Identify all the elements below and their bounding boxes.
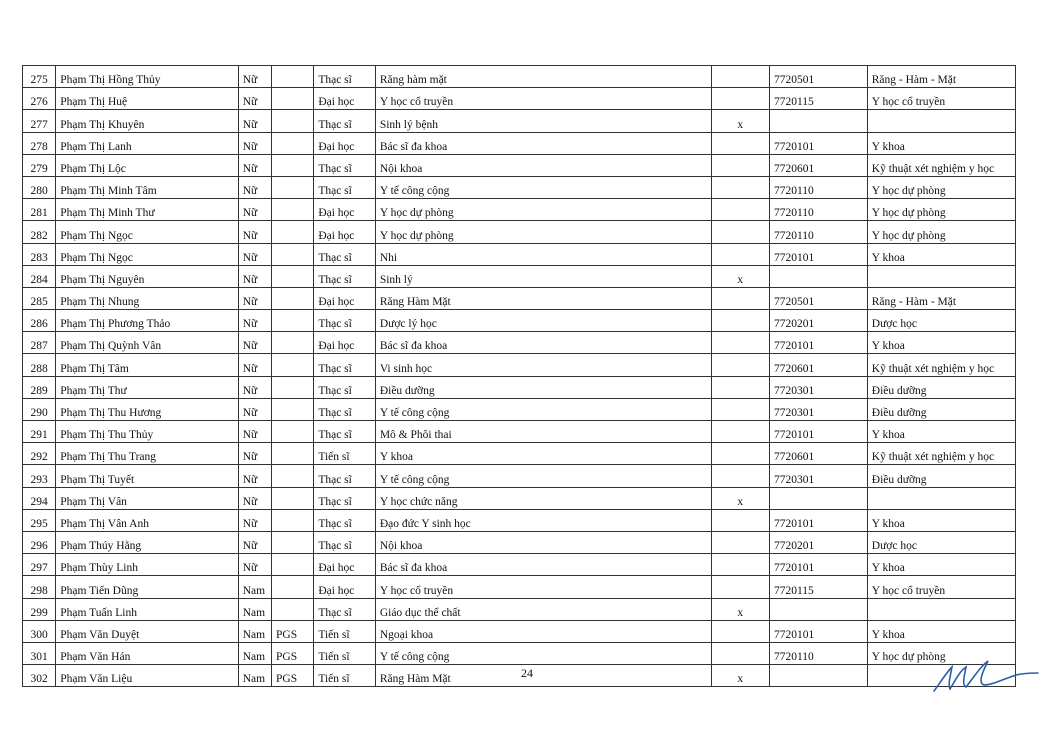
degree-cell: Đại học: [314, 221, 375, 243]
specialization-cell: Răng Hàm Mặt: [375, 287, 711, 309]
program-code-cell: 7720501: [769, 287, 867, 309]
degree-cell: Thạc sĩ: [314, 110, 375, 132]
mark-cell: [711, 310, 769, 332]
mark-cell: [711, 132, 769, 154]
gender-cell: Nam: [238, 665, 271, 687]
program-name-cell: Y khoa: [867, 243, 1015, 265]
degree-cell: Đại học: [314, 88, 375, 110]
program-name-cell: Y khoa: [867, 332, 1015, 354]
mark-cell: [711, 531, 769, 553]
full-name-cell: Phạm Văn Liệu: [56, 665, 238, 687]
row-index-cell: 284: [23, 265, 56, 287]
degree-cell: Đại học: [314, 199, 375, 221]
full-name-cell: Phạm Thị Thu Trang: [56, 443, 238, 465]
specialization-cell: Y học dự phòng: [375, 199, 711, 221]
full-name-cell: Phạm Thị Khuyên: [56, 110, 238, 132]
row-index-cell: 275: [23, 66, 56, 88]
mark-cell: [711, 88, 769, 110]
full-name-cell: Phạm Văn Duyệt: [56, 620, 238, 642]
program-code-cell: 7720110: [769, 176, 867, 198]
full-name-cell: Phạm Thị Nhung: [56, 287, 238, 309]
full-name-cell: Phạm Thị Ngọc: [56, 243, 238, 265]
full-name-cell: Phạm Thị Minh Thư: [56, 199, 238, 221]
program-code-cell: 7720101: [769, 243, 867, 265]
table-row: [23, 576, 1016, 598]
academic-title-cell: [272, 199, 314, 221]
specialization-cell: Y tế công cộng: [375, 642, 711, 664]
mark-cell: [711, 154, 769, 176]
mark-cell: [711, 642, 769, 664]
specialization-cell: Điều dưỡng: [375, 376, 711, 398]
row-index-cell: 281: [23, 199, 56, 221]
program-code-cell: [769, 265, 867, 287]
table-row: [23, 66, 1016, 88]
specialization-cell: Nội khoa: [375, 531, 711, 553]
mark-cell: x: [711, 487, 769, 509]
row-index-cell: 292: [23, 443, 56, 465]
full-name-cell: Phạm Tiến Dũng: [56, 576, 238, 598]
gender-cell: Nữ: [238, 66, 271, 88]
table-row: [23, 487, 1016, 509]
row-index-cell: 299: [23, 598, 56, 620]
program-code-cell: 7720101: [769, 620, 867, 642]
program-code-cell: [769, 487, 867, 509]
mark-cell: [711, 243, 769, 265]
mark-cell: [711, 398, 769, 420]
table-row: [23, 376, 1016, 398]
academic-title-cell: [272, 132, 314, 154]
mark-cell: [711, 221, 769, 243]
program-name-cell: [867, 265, 1015, 287]
program-name-cell: Răng - Hàm - Mặt: [867, 287, 1015, 309]
gender-cell: Nam: [238, 642, 271, 664]
mark-cell: [711, 443, 769, 465]
program-code-cell: 7720201: [769, 531, 867, 553]
academic-title-cell: [272, 398, 314, 420]
academic-title-cell: [272, 110, 314, 132]
full-name-cell: Phạm Thị Quỳnh Vân: [56, 332, 238, 354]
table-row: [23, 88, 1016, 110]
program-name-cell: [867, 110, 1015, 132]
row-index-cell: 276: [23, 88, 56, 110]
gender-cell: Nữ: [238, 310, 271, 332]
mark-cell: x: [711, 665, 769, 687]
specialization-cell: Y học cổ truyền: [375, 576, 711, 598]
gender-cell: Nữ: [238, 465, 271, 487]
academic-title-cell: [272, 576, 314, 598]
gender-cell: Nữ: [238, 487, 271, 509]
gender-cell: Nữ: [238, 243, 271, 265]
full-name-cell: Phạm Thị Thu Thủy: [56, 421, 238, 443]
specialization-cell: Sinh lý bệnh: [375, 110, 711, 132]
academic-title-cell: [272, 154, 314, 176]
specialization-cell: Giáo dục thể chất: [375, 598, 711, 620]
row-index-cell: 278: [23, 132, 56, 154]
gender-cell: Nữ: [238, 221, 271, 243]
full-name-cell: Phạm Thị Tuyết: [56, 465, 238, 487]
mark-cell: [711, 509, 769, 531]
table-row: [23, 310, 1016, 332]
table-row: [23, 598, 1016, 620]
academic-title-cell: PGS: [272, 665, 314, 687]
degree-cell: Đại học: [314, 554, 375, 576]
degree-cell: Thạc sĩ: [314, 487, 375, 509]
full-name-cell: Phạm Thị Thu Hương: [56, 398, 238, 420]
degree-cell: Đại học: [314, 576, 375, 598]
row-index-cell: 294: [23, 487, 56, 509]
specialization-cell: Vi sinh học: [375, 354, 711, 376]
program-name-cell: Điều dưỡng: [867, 376, 1015, 398]
row-index-cell: 286: [23, 310, 56, 332]
mark-cell: x: [711, 598, 769, 620]
row-index-cell: 296: [23, 531, 56, 553]
table-row: [23, 176, 1016, 198]
table-row: [23, 243, 1016, 265]
specialization-cell: Ngoại khoa: [375, 620, 711, 642]
program-name-cell: [867, 487, 1015, 509]
gender-cell: Nữ: [238, 265, 271, 287]
row-index-cell: 301: [23, 642, 56, 664]
program-code-cell: 7720101: [769, 509, 867, 531]
degree-cell: Thạc sĩ: [314, 154, 375, 176]
row-index-cell: 280: [23, 176, 56, 198]
mark-cell: x: [711, 110, 769, 132]
gender-cell: Nữ: [238, 531, 271, 553]
academic-title-cell: [272, 531, 314, 553]
degree-cell: Thạc sĩ: [314, 243, 375, 265]
program-code-cell: [769, 598, 867, 620]
full-name-cell: Phạm Thị Hồng Thủy: [56, 66, 238, 88]
table-row: [23, 221, 1016, 243]
specialization-cell: Đạo đức Y sinh học: [375, 509, 711, 531]
full-name-cell: Phạm Thúy Hằng: [56, 531, 238, 553]
academic-title-cell: [272, 287, 314, 309]
mark-cell: [711, 354, 769, 376]
program-name-cell: Điều dưỡng: [867, 398, 1015, 420]
academic-title-cell: PGS: [272, 642, 314, 664]
gender-cell: Nữ: [238, 287, 271, 309]
program-code-cell: 7720601: [769, 443, 867, 465]
row-index-cell: 287: [23, 332, 56, 354]
degree-cell: Thạc sĩ: [314, 531, 375, 553]
full-name-cell: Phạm Thùy Linh: [56, 554, 238, 576]
degree-cell: Tiến sĩ: [314, 620, 375, 642]
academic-title-cell: [272, 509, 314, 531]
degree-cell: Thạc sĩ: [314, 421, 375, 443]
program-name-cell: Điều dưỡng: [867, 465, 1015, 487]
program-name-cell: Y học cổ truyền: [867, 88, 1015, 110]
program-code-cell: 7720110: [769, 199, 867, 221]
row-index-cell: 290: [23, 398, 56, 420]
program-code-cell: 7720501: [769, 66, 867, 88]
academic-title-cell: [272, 421, 314, 443]
table-row: [23, 421, 1016, 443]
academic-title-cell: [272, 598, 314, 620]
mark-cell: [711, 465, 769, 487]
gender-cell: Nam: [238, 620, 271, 642]
degree-cell: Thạc sĩ: [314, 398, 375, 420]
gender-cell: Nữ: [238, 132, 271, 154]
program-code-cell: 7720101: [769, 332, 867, 354]
academic-title-cell: [272, 443, 314, 465]
specialization-cell: Bác sĩ đa khoa: [375, 554, 711, 576]
row-index-cell: 302: [23, 665, 56, 687]
table-row: [23, 642, 1016, 664]
specialization-cell: Sinh lý: [375, 265, 711, 287]
specialization-cell: Răng hàm mặt: [375, 66, 711, 88]
full-name-cell: Phạm Thị Thư: [56, 376, 238, 398]
gender-cell: Nữ: [238, 88, 271, 110]
specialization-cell: Y tế công cộng: [375, 398, 711, 420]
degree-cell: Thạc sĩ: [314, 465, 375, 487]
row-index-cell: 291: [23, 421, 56, 443]
degree-cell: Thạc sĩ: [314, 176, 375, 198]
program-code-cell: 7720301: [769, 376, 867, 398]
degree-cell: Đại học: [314, 287, 375, 309]
gender-cell: Nữ: [238, 421, 271, 443]
degree-cell: Thạc sĩ: [314, 509, 375, 531]
mark-cell: [711, 332, 769, 354]
row-index-cell: 298: [23, 576, 56, 598]
full-name-cell: Phạm Thị Vân Anh: [56, 509, 238, 531]
table-row: [23, 620, 1016, 642]
specialization-cell: Dược lý học: [375, 310, 711, 332]
row-index-cell: 300: [23, 620, 56, 642]
degree-cell: Đại học: [314, 132, 375, 154]
academic-title-cell: [272, 554, 314, 576]
degree-cell: Thạc sĩ: [314, 66, 375, 88]
program-name-cell: Dược học: [867, 531, 1015, 553]
table-row: [23, 265, 1016, 287]
specialization-cell: Y tế công cộng: [375, 465, 711, 487]
gender-cell: Nữ: [238, 376, 271, 398]
gender-cell: Nữ: [238, 154, 271, 176]
row-index-cell: 297: [23, 554, 56, 576]
mark-cell: [711, 576, 769, 598]
gender-cell: Nam: [238, 598, 271, 620]
full-name-cell: Phạm Thị Lộc: [56, 154, 238, 176]
program-code-cell: 7720101: [769, 421, 867, 443]
academic-title-cell: [272, 376, 314, 398]
table-row: [23, 287, 1016, 309]
academic-title-cell: [272, 310, 314, 332]
degree-cell: Thạc sĩ: [314, 354, 375, 376]
mark-cell: [711, 620, 769, 642]
academic-title-cell: [272, 243, 314, 265]
specialization-cell: Y tế công cộng: [375, 176, 711, 198]
program-name-cell: Y học dự phòng: [867, 221, 1015, 243]
degree-cell: Đại học: [314, 332, 375, 354]
table-row: [23, 398, 1016, 420]
gender-cell: Nữ: [238, 354, 271, 376]
degree-cell: Thạc sĩ: [314, 265, 375, 287]
gender-cell: Nữ: [238, 509, 271, 531]
table-row: [23, 199, 1016, 221]
academic-title-cell: [272, 176, 314, 198]
specialization-cell: Y học cổ truyền: [375, 88, 711, 110]
program-name-cell: [867, 598, 1015, 620]
row-index-cell: 277: [23, 110, 56, 132]
gender-cell: Nữ: [238, 176, 271, 198]
full-name-cell: Phạm Thị Minh Tâm: [56, 176, 238, 198]
staff-table: [22, 65, 1016, 687]
degree-cell: Thạc sĩ: [314, 598, 375, 620]
program-code-cell: 7720115: [769, 576, 867, 598]
program-name-cell: Y khoa: [867, 509, 1015, 531]
gender-cell: Nữ: [238, 554, 271, 576]
page-number: 24: [521, 666, 533, 680]
program-code-cell: 7720110: [769, 642, 867, 664]
mark-cell: [711, 176, 769, 198]
degree-cell: Tiến sĩ: [314, 443, 375, 465]
academic-title-cell: [272, 487, 314, 509]
program-code-cell: 7720110: [769, 221, 867, 243]
table-row: [23, 554, 1016, 576]
row-index-cell: 279: [23, 154, 56, 176]
specialization-cell: Y học dự phòng: [375, 221, 711, 243]
specialization-cell: Mô & Phôi thai: [375, 421, 711, 443]
mark-cell: [711, 66, 769, 88]
academic-title-cell: [272, 66, 314, 88]
academic-title-cell: [272, 265, 314, 287]
program-name-cell: Y học dự phòng: [867, 642, 1015, 664]
program-name-cell: Kỹ thuật xét nghiệm y học: [867, 443, 1015, 465]
table-row: [23, 531, 1016, 553]
academic-title-cell: [272, 88, 314, 110]
degree-cell: Thạc sĩ: [314, 310, 375, 332]
mark-cell: x: [711, 265, 769, 287]
full-name-cell: Phạm Thị Lanh: [56, 132, 238, 154]
program-name-cell: Y khoa: [867, 421, 1015, 443]
specialization-cell: Nhi: [375, 243, 711, 265]
program-code-cell: [769, 110, 867, 132]
degree-cell: Tiến sĩ: [314, 642, 375, 664]
full-name-cell: Phạm Thị Ngọc: [56, 221, 238, 243]
specialization-cell: Y khoa: [375, 443, 711, 465]
program-code-cell: 7720101: [769, 554, 867, 576]
table-row: [23, 354, 1016, 376]
row-index-cell: 293: [23, 465, 56, 487]
gender-cell: Nữ: [238, 199, 271, 221]
program-name-cell: Dược học: [867, 310, 1015, 332]
program-code-cell: 7720601: [769, 154, 867, 176]
degree-cell: Tiến sĩ: [314, 665, 375, 687]
row-index-cell: 288: [23, 354, 56, 376]
full-name-cell: Phạm Thị Huệ: [56, 88, 238, 110]
program-code-cell: 7720301: [769, 465, 867, 487]
table-row: [23, 132, 1016, 154]
table-row: [23, 509, 1016, 531]
academic-title-cell: [272, 354, 314, 376]
program-code-cell: 7720115: [769, 88, 867, 110]
specialization-cell: Nội khoa: [375, 154, 711, 176]
specialization-cell: Bác sĩ đa khoa: [375, 132, 711, 154]
specialization-cell: Răng Hàm Mặt: [375, 665, 711, 687]
program-name-cell: Kỹ thuật xét nghiệm y học: [867, 354, 1015, 376]
mark-cell: [711, 554, 769, 576]
table-row: [23, 443, 1016, 465]
gender-cell: Nữ: [238, 110, 271, 132]
table-row: [23, 332, 1016, 354]
program-name-cell: Y học dự phòng: [867, 176, 1015, 198]
program-name-cell: Y học dự phòng: [867, 199, 1015, 221]
gender-cell: Nam: [238, 576, 271, 598]
program-name-cell: Y khoa: [867, 620, 1015, 642]
mark-cell: [711, 287, 769, 309]
program-code-cell: 7720101: [769, 132, 867, 154]
program-name-cell: Răng - Hàm - Mặt: [867, 66, 1015, 88]
program-code-cell: 7720601: [769, 354, 867, 376]
gender-cell: Nữ: [238, 332, 271, 354]
academic-title-cell: [272, 465, 314, 487]
row-index-cell: 289: [23, 376, 56, 398]
row-index-cell: 283: [23, 243, 56, 265]
academic-title-cell: [272, 332, 314, 354]
specialization-cell: Y học chức năng: [375, 487, 711, 509]
program-name-cell: Y học cổ truyền: [867, 576, 1015, 598]
signature-icon: [930, 655, 1040, 697]
program-code-cell: 7720301: [769, 398, 867, 420]
gender-cell: Nữ: [238, 398, 271, 420]
mark-cell: [711, 421, 769, 443]
row-index-cell: 282: [23, 221, 56, 243]
gender-cell: Nữ: [238, 443, 271, 465]
academic-title-cell: [272, 221, 314, 243]
table-row: [23, 154, 1016, 176]
program-name-cell: Y khoa: [867, 132, 1015, 154]
mark-cell: [711, 199, 769, 221]
row-index-cell: 295: [23, 509, 56, 531]
academic-title-cell: PGS: [272, 620, 314, 642]
specialization-cell: Bác sĩ đa khoa: [375, 332, 711, 354]
program-name-cell: Y khoa: [867, 554, 1015, 576]
row-index-cell: 285: [23, 287, 56, 309]
full-name-cell: Phạm Thị Tâm: [56, 354, 238, 376]
full-name-cell: Phạm Thị Nguyên: [56, 265, 238, 287]
full-name-cell: Phạm Thị Phương Thảo: [56, 310, 238, 332]
table-row: [23, 110, 1016, 132]
degree-cell: Thạc sĩ: [314, 376, 375, 398]
table-row: [23, 465, 1016, 487]
full-name-cell: Phạm Tuấn Linh: [56, 598, 238, 620]
full-name-cell: Phạm Văn Hán: [56, 642, 238, 664]
full-name-cell: Phạm Thị Vân: [56, 487, 238, 509]
mark-cell: [711, 376, 769, 398]
program-name-cell: Kỹ thuật xét nghiệm y học: [867, 154, 1015, 176]
program-code-cell: 7720201: [769, 310, 867, 332]
